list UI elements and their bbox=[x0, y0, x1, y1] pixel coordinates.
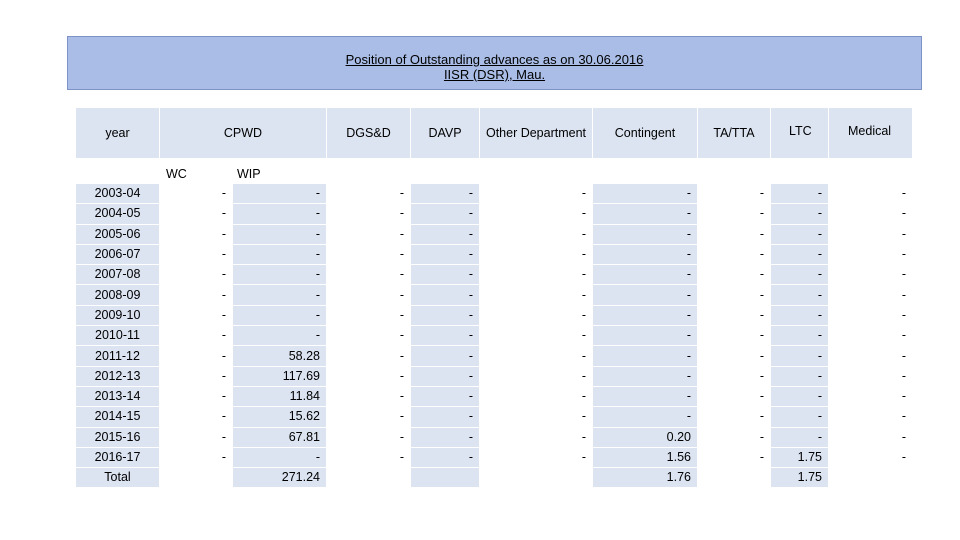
year-cell: 2009-10 bbox=[76, 305, 160, 325]
year-cell: 2010-11 bbox=[76, 326, 160, 346]
davp-cell: - bbox=[411, 265, 480, 285]
header-ltc-label: LTC bbox=[789, 124, 812, 138]
table-row bbox=[76, 427, 913, 447]
subheader-blank bbox=[593, 159, 698, 184]
other-department-cell bbox=[480, 468, 593, 488]
davp-cell: - bbox=[411, 386, 480, 406]
year-cell: 2011-12 bbox=[76, 346, 160, 366]
table-row bbox=[76, 407, 913, 427]
ltc-cell: - bbox=[771, 366, 829, 386]
contingent-cell: - bbox=[593, 265, 698, 285]
dgsd-cell: - bbox=[327, 204, 411, 224]
table-row bbox=[76, 326, 913, 346]
contingent-cell: - bbox=[593, 184, 698, 204]
table-row bbox=[76, 447, 913, 467]
dgsd-cell: - bbox=[327, 427, 411, 447]
wc-cell: - bbox=[160, 386, 233, 406]
wip-cell: - bbox=[233, 244, 327, 264]
wc-cell: - bbox=[160, 326, 233, 346]
medical-cell: - bbox=[829, 427, 913, 447]
year-cell: 2015-16 bbox=[76, 427, 160, 447]
dgsd-cell: - bbox=[327, 326, 411, 346]
ta-tta-cell bbox=[698, 468, 771, 488]
header-davp: DAVP bbox=[411, 108, 480, 159]
other-department-cell: - bbox=[480, 285, 593, 305]
dgsd-cell: - bbox=[327, 244, 411, 264]
year-cell: 2005-06 bbox=[76, 224, 160, 244]
title-banner bbox=[67, 36, 922, 90]
table-row bbox=[76, 346, 913, 366]
subheader-blank bbox=[76, 159, 160, 184]
wc-cell: - bbox=[160, 427, 233, 447]
other-department-cell: - bbox=[480, 224, 593, 244]
other-department-cell: - bbox=[480, 407, 593, 427]
wip-cell: 271.24 bbox=[233, 468, 327, 488]
ta-tta-cell: - bbox=[698, 305, 771, 325]
title-line-2: IISR (DSR), Mau. bbox=[443, 67, 546, 82]
ltc-cell: - bbox=[771, 346, 829, 366]
ta-tta-cell: - bbox=[698, 265, 771, 285]
ltc-cell: 1.75 bbox=[771, 468, 829, 488]
subheader-blank bbox=[327, 159, 411, 184]
medical-cell: - bbox=[829, 265, 913, 285]
other-department-cell: - bbox=[480, 386, 593, 406]
ltc-cell: - bbox=[771, 265, 829, 285]
contingent-cell: - bbox=[593, 224, 698, 244]
year-cell: 2006-07 bbox=[76, 244, 160, 264]
davp-cell: - bbox=[411, 305, 480, 325]
wc-cell: - bbox=[160, 224, 233, 244]
contingent-cell: - bbox=[593, 204, 698, 224]
ta-tta-cell: - bbox=[698, 184, 771, 204]
header-ltc bbox=[771, 108, 829, 159]
table-row bbox=[76, 265, 913, 285]
title-line-1: Position of Outstanding advances as on 30.06.2016 bbox=[345, 52, 644, 67]
davp-cell: - bbox=[411, 427, 480, 447]
subheader-blank bbox=[829, 159, 913, 184]
davp-cell bbox=[411, 468, 480, 488]
contingent-cell: - bbox=[593, 305, 698, 325]
subheader-row bbox=[76, 159, 913, 184]
header-other-department: Other Department bbox=[480, 108, 593, 159]
davp-cell: - bbox=[411, 184, 480, 204]
table-row bbox=[76, 386, 913, 406]
ta-tta-cell: - bbox=[698, 224, 771, 244]
ltc-cell: - bbox=[771, 427, 829, 447]
table-row bbox=[76, 305, 913, 325]
dgsd-cell: - bbox=[327, 224, 411, 244]
ltc-cell: - bbox=[771, 244, 829, 264]
year-cell: 2016-17 bbox=[76, 447, 160, 467]
year-cell: 2012-13 bbox=[76, 366, 160, 386]
other-department-cell: - bbox=[480, 184, 593, 204]
wip-cell: 11.84 bbox=[233, 386, 327, 406]
wc-cell: - bbox=[160, 366, 233, 386]
ta-tta-cell: - bbox=[698, 386, 771, 406]
medical-cell: - bbox=[829, 366, 913, 386]
wc-cell bbox=[160, 468, 233, 488]
other-department-cell: - bbox=[480, 204, 593, 224]
wip-cell: - bbox=[233, 265, 327, 285]
year-cell: 2013-14 bbox=[76, 386, 160, 406]
davp-cell: - bbox=[411, 326, 480, 346]
wip-cell: 117.69 bbox=[233, 366, 327, 386]
table-row bbox=[76, 244, 913, 264]
year-cell: 2008-09 bbox=[76, 285, 160, 305]
header-cpwd: CPWD bbox=[160, 108, 327, 159]
year-cell: 2007-08 bbox=[76, 265, 160, 285]
ltc-cell: - bbox=[771, 204, 829, 224]
table-row bbox=[76, 224, 913, 244]
wc-cell: - bbox=[160, 265, 233, 285]
contingent-cell: 0.20 bbox=[593, 427, 698, 447]
ltc-cell: - bbox=[771, 184, 829, 204]
dgsd-cell: - bbox=[327, 285, 411, 305]
contingent-cell: 1.56 bbox=[593, 447, 698, 467]
davp-cell: - bbox=[411, 224, 480, 244]
dgsd-cell: - bbox=[327, 184, 411, 204]
other-department-cell: - bbox=[480, 366, 593, 386]
medical-cell: - bbox=[829, 326, 913, 346]
wc-cell: - bbox=[160, 346, 233, 366]
dgsd-cell: - bbox=[327, 386, 411, 406]
ltc-cell: - bbox=[771, 407, 829, 427]
dgsd-cell: - bbox=[327, 346, 411, 366]
ta-tta-cell: - bbox=[698, 407, 771, 427]
medical-cell: - bbox=[829, 386, 913, 406]
medical-cell: - bbox=[829, 204, 913, 224]
contingent-cell: - bbox=[593, 244, 698, 264]
contingent-cell: 1.76 bbox=[593, 468, 698, 488]
other-department-cell: - bbox=[480, 447, 593, 467]
subheader-blank bbox=[411, 159, 480, 184]
header-row bbox=[76, 108, 913, 159]
header-medical-label: Medical bbox=[848, 124, 892, 138]
medical-cell: - bbox=[829, 224, 913, 244]
ta-tta-cell: - bbox=[698, 244, 771, 264]
table-row bbox=[76, 184, 913, 204]
ta-tta-cell: - bbox=[698, 447, 771, 467]
contingent-cell: - bbox=[593, 346, 698, 366]
wip-cell: - bbox=[233, 285, 327, 305]
wc-cell: - bbox=[160, 285, 233, 305]
advances-table bbox=[75, 107, 913, 488]
contingent-cell: - bbox=[593, 326, 698, 346]
header-year: year bbox=[76, 108, 160, 159]
wip-cell: 15.62 bbox=[233, 407, 327, 427]
medical-cell bbox=[829, 468, 913, 488]
ta-tta-cell: - bbox=[698, 346, 771, 366]
subheader-blank bbox=[771, 159, 829, 184]
contingent-cell: - bbox=[593, 366, 698, 386]
wc-cell: - bbox=[160, 204, 233, 224]
table-row bbox=[76, 366, 913, 386]
medical-cell: - bbox=[829, 305, 913, 325]
total-row bbox=[76, 468, 913, 488]
ltc-cell: - bbox=[771, 224, 829, 244]
dgsd-cell: - bbox=[327, 407, 411, 427]
wip-cell: - bbox=[233, 305, 327, 325]
other-department-cell: - bbox=[480, 326, 593, 346]
wip-cell: - bbox=[233, 184, 327, 204]
dgsd-cell: - bbox=[327, 366, 411, 386]
year-cell: 2014-15 bbox=[76, 407, 160, 427]
subheader-wc: WC bbox=[160, 159, 233, 184]
medical-cell: - bbox=[829, 407, 913, 427]
medical-cell: - bbox=[829, 184, 913, 204]
ta-tta-cell: - bbox=[698, 427, 771, 447]
davp-cell: - bbox=[411, 285, 480, 305]
other-department-cell: - bbox=[480, 244, 593, 264]
wip-cell: - bbox=[233, 224, 327, 244]
header-medical bbox=[829, 108, 913, 159]
other-department-cell: - bbox=[480, 427, 593, 447]
ltc-cell: - bbox=[771, 305, 829, 325]
header-ta-tta: TA/TTA bbox=[698, 108, 771, 159]
subheader-wip: WIP bbox=[233, 159, 327, 184]
year-cell: 2003-04 bbox=[76, 184, 160, 204]
ta-tta-cell: - bbox=[698, 366, 771, 386]
dgsd-cell: - bbox=[327, 447, 411, 467]
wip-cell: 67.81 bbox=[233, 427, 327, 447]
other-department-cell: - bbox=[480, 346, 593, 366]
medical-cell: - bbox=[829, 285, 913, 305]
davp-cell: - bbox=[411, 204, 480, 224]
wc-cell: - bbox=[160, 305, 233, 325]
ta-tta-cell: - bbox=[698, 285, 771, 305]
davp-cell: - bbox=[411, 366, 480, 386]
wc-cell: - bbox=[160, 244, 233, 264]
davp-cell: - bbox=[411, 346, 480, 366]
contingent-cell: - bbox=[593, 407, 698, 427]
ltc-cell: - bbox=[771, 285, 829, 305]
wip-cell: - bbox=[233, 204, 327, 224]
medical-cell: - bbox=[829, 244, 913, 264]
table-row bbox=[76, 204, 913, 224]
wc-cell: - bbox=[160, 407, 233, 427]
dgsd-cell bbox=[327, 468, 411, 488]
davp-cell: - bbox=[411, 447, 480, 467]
medical-cell: - bbox=[829, 346, 913, 366]
dgsd-cell: - bbox=[327, 305, 411, 325]
contingent-cell: - bbox=[593, 285, 698, 305]
ta-tta-cell: - bbox=[698, 204, 771, 224]
ltc-cell: - bbox=[771, 386, 829, 406]
subheader-blank bbox=[480, 159, 593, 184]
table-row bbox=[76, 285, 913, 305]
ltc-cell: - bbox=[771, 326, 829, 346]
ltc-cell: 1.75 bbox=[771, 447, 829, 467]
other-department-cell: - bbox=[480, 265, 593, 285]
davp-cell: - bbox=[411, 407, 480, 427]
year-cell: 2004-05 bbox=[76, 204, 160, 224]
wip-cell: - bbox=[233, 326, 327, 346]
ta-tta-cell: - bbox=[698, 326, 771, 346]
wc-cell: - bbox=[160, 447, 233, 467]
other-department-cell: - bbox=[480, 305, 593, 325]
year-cell: Total bbox=[76, 468, 160, 488]
contingent-cell: - bbox=[593, 386, 698, 406]
wc-cell: - bbox=[160, 184, 233, 204]
wip-cell: - bbox=[233, 447, 327, 467]
header-contingent: Contingent bbox=[593, 108, 698, 159]
dgsd-cell: - bbox=[327, 265, 411, 285]
subheader-blank bbox=[698, 159, 771, 184]
davp-cell: - bbox=[411, 244, 480, 264]
wip-cell: 58.28 bbox=[233, 346, 327, 366]
header-dgsd: DGS&D bbox=[327, 108, 411, 159]
medical-cell: - bbox=[829, 447, 913, 467]
